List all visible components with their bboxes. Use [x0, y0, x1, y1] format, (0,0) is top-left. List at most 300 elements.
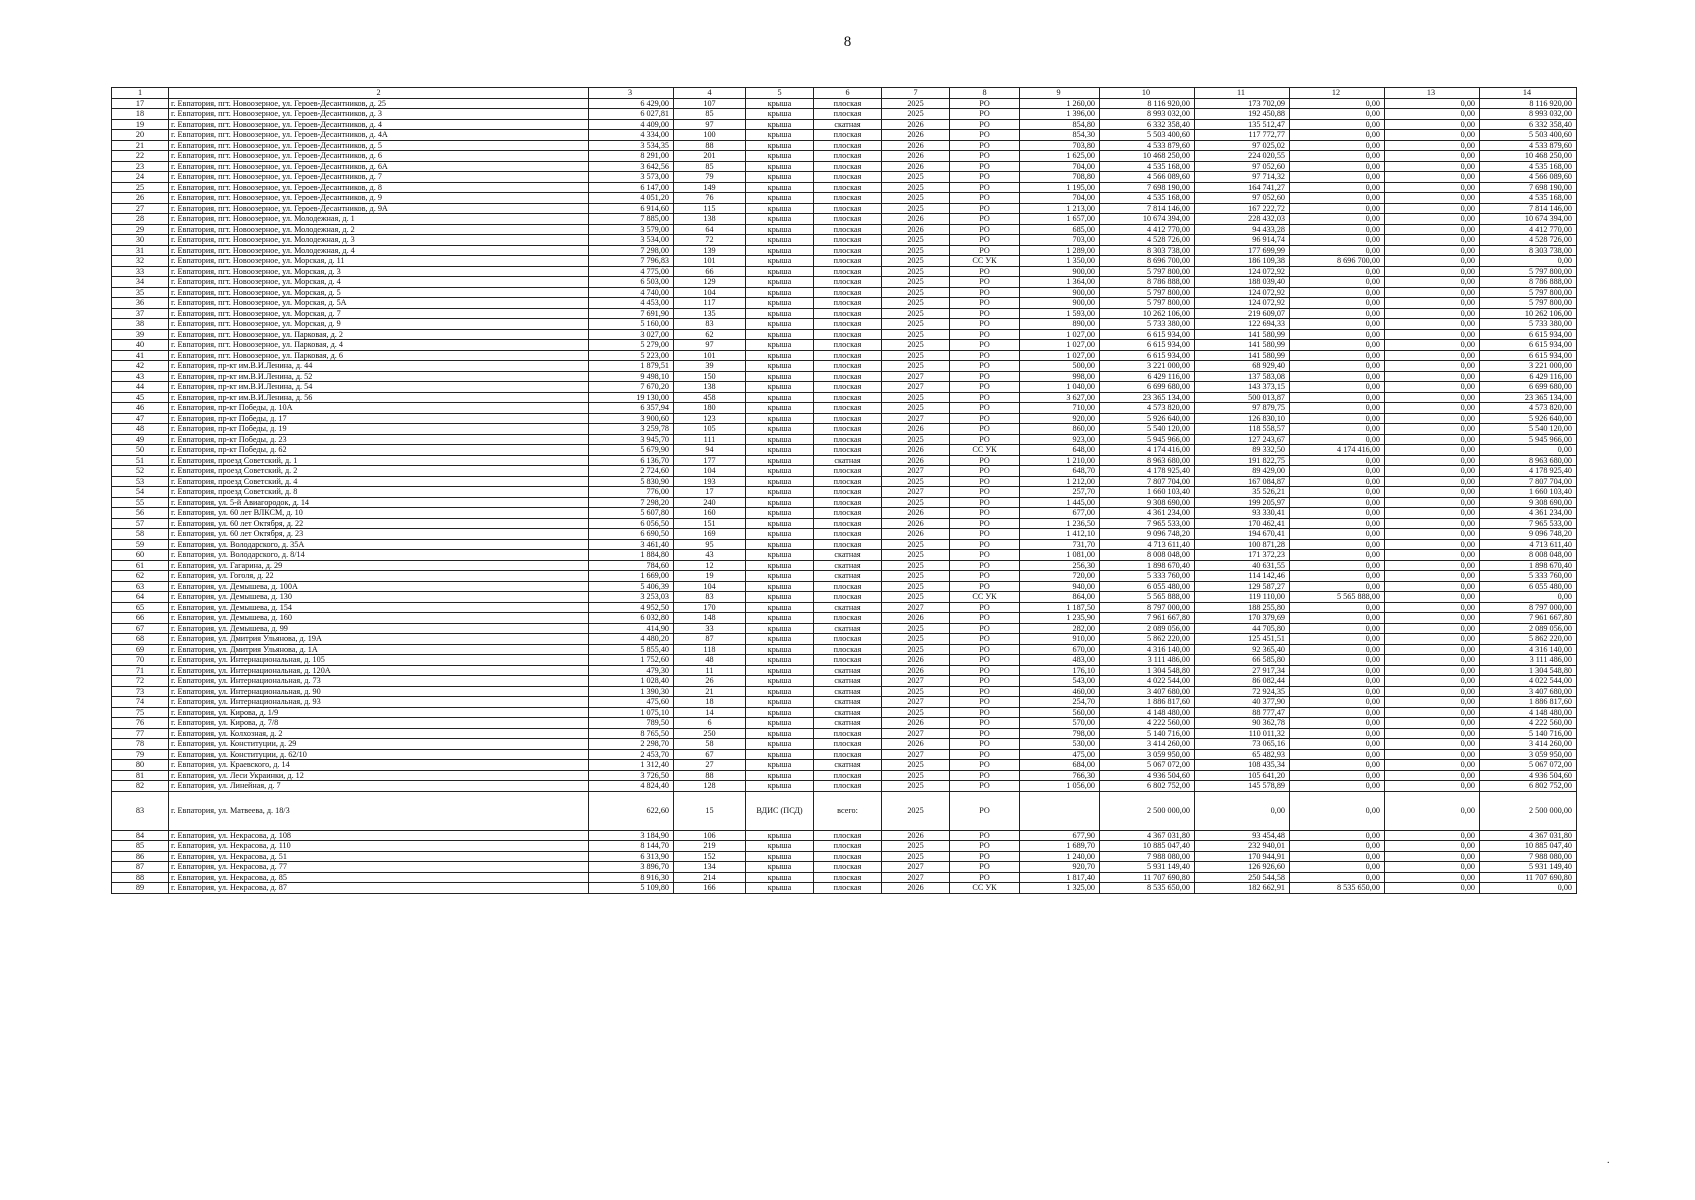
table-cell-col10: 5 067 072,00 [1100, 760, 1195, 771]
table-cell-col1: 75 [112, 707, 169, 718]
table-cell-col11: 124 072,92 [1195, 287, 1290, 298]
table-row [112, 109, 1577, 120]
table-cell-col4: 214 [674, 872, 746, 883]
table-cell-col6: плоская [814, 182, 882, 193]
table-cell-col5: крыша [746, 634, 814, 645]
table-cell-col13: 0,00 [1385, 214, 1480, 225]
table-cell-col5: крыша [746, 130, 814, 141]
table-cell-col13: 0,00 [1385, 581, 1480, 592]
table-cell-col7: 2026 [882, 518, 950, 529]
table-cell-col14: 8 116 920,00 [1480, 98, 1577, 109]
table-cell-col3: 6 056,50 [589, 518, 674, 529]
table-cell-col13: 0,00 [1385, 172, 1480, 183]
table-cell-col7: 2025 [882, 539, 950, 550]
table-cell-col11: 89 332,50 [1195, 445, 1290, 456]
table-cell-col1: 30 [112, 235, 169, 246]
table-cell-col8: РО [950, 119, 1020, 130]
table-cell-col13: 0,00 [1385, 350, 1480, 361]
table-cell-col11: 173 702,09 [1195, 98, 1290, 109]
table-cell-col3: 3 579,00 [589, 224, 674, 235]
table-cell-col4: 4 [674, 88, 746, 99]
table-cell-col6: скатная [814, 560, 882, 571]
table-cell-col5: крыша [746, 277, 814, 288]
table-cell-col3: 7 670,20 [589, 382, 674, 393]
table-cell-col2: г. Евпатория, ул. Линейная, д. 7 [169, 781, 589, 792]
table-cell-col3: 7 885,00 [589, 214, 674, 225]
table-cell-col10: 10 468 250,00 [1100, 151, 1195, 162]
table-cell-col6: плоская [814, 350, 882, 361]
table-cell-col14: 4 178 925,40 [1480, 466, 1577, 477]
table-cell-col12: 8 535 650,00 [1290, 883, 1385, 894]
table-row [112, 862, 1577, 873]
table-cell-col14: 6 615 934,00 [1480, 350, 1577, 361]
table-cell-col4: 166 [674, 883, 746, 894]
table-row [112, 329, 1577, 340]
table-cell-col7: 2027 [882, 749, 950, 760]
table-cell-col8: РО [950, 770, 1020, 781]
table-cell-col4: 19 [674, 571, 746, 582]
table-cell-col5: крыша [746, 392, 814, 403]
table-cell-col14: 11 707 690,80 [1480, 872, 1577, 883]
table-cell-col13: 0,00 [1385, 434, 1480, 445]
table-cell-col4: 18 [674, 697, 746, 708]
table-cell-col13: 0,00 [1385, 781, 1480, 792]
table-cell-col9: 685,00 [1020, 224, 1100, 235]
table-cell-col11: 171 372,23 [1195, 550, 1290, 561]
table-cell-col2: г. Евпатория, ул. 60 лет Октября, д. 22 [169, 518, 589, 529]
table-cell-col8: РО [950, 424, 1020, 435]
table-cell-col6: плоская [814, 613, 882, 624]
table-cell-col4: 105 [674, 424, 746, 435]
data-table-container [111, 87, 1577, 894]
table-cell-col1: 85 [112, 841, 169, 852]
table-cell-col12: 0,00 [1290, 841, 1385, 852]
table-cell-col1: 51 [112, 455, 169, 466]
table-cell-col10: 10 674 394,00 [1100, 214, 1195, 225]
table-cell-col6: плоская [814, 770, 882, 781]
table-cell-col8: РО [950, 392, 1020, 403]
table-cell-col8: РО [950, 728, 1020, 739]
table-cell-col12: 0,00 [1290, 539, 1385, 550]
table-cell-col3: 6 357,94 [589, 403, 674, 414]
table-cell-col6: скатная [814, 718, 882, 729]
table-cell-col6: плоская [814, 781, 882, 792]
table-cell-col12: 0,00 [1290, 707, 1385, 718]
table-cell-col11: 72 924,35 [1195, 686, 1290, 697]
table-cell-col13: 0,00 [1385, 508, 1480, 519]
table-cell-col9: 900,00 [1020, 287, 1100, 298]
table-cell-col2: г. Евпатория, пгт. Новоозерное, ул. Парковая, д. 6 [169, 350, 589, 361]
table-cell-col10: 1 886 817,60 [1100, 697, 1195, 708]
table-cell-col4: 97 [674, 119, 746, 130]
table-cell-col14: 6 055 480,00 [1480, 581, 1577, 592]
table-cell-col4: 67 [674, 749, 746, 760]
table-cell-col13: 0,00 [1385, 571, 1480, 582]
table-cell-col12: 0,00 [1290, 728, 1385, 739]
table-cell-col3: 4 740,00 [589, 287, 674, 298]
table-cell-col11: 27 917,34 [1195, 665, 1290, 676]
table-cell-col6: скатная [814, 571, 882, 582]
table-cell-col11: 188 039,40 [1195, 277, 1290, 288]
table-cell-col7: 2025 [882, 851, 950, 862]
table-cell-col14: 6 332 358,40 [1480, 119, 1577, 130]
table-row [112, 770, 1577, 781]
table-cell-col11: 191 822,75 [1195, 455, 1290, 466]
table-cell-col11: 66 585,80 [1195, 655, 1290, 666]
table-cell-col8: РО [950, 340, 1020, 351]
table-cell-col3: 6 429,00 [589, 98, 674, 109]
table-cell-col7: 2025 [882, 560, 950, 571]
table-cell-col8: РО [950, 707, 1020, 718]
table-row [112, 760, 1577, 771]
table-cell-col9: 864,00 [1020, 592, 1100, 603]
table-cell-col10: 4 528 726,00 [1100, 235, 1195, 246]
table-cell-col6: плоская [814, 340, 882, 351]
table-row [112, 403, 1577, 414]
table-cell-col13: 0,00 [1385, 266, 1480, 277]
table-cell-col5: крыша [746, 560, 814, 571]
table-cell-col12: 0,00 [1290, 571, 1385, 582]
table-cell-col11: 141 580,99 [1195, 340, 1290, 351]
table-cell-col1: 23 [112, 161, 169, 172]
table-cell-col7: 2025 [882, 329, 950, 340]
table-cell-col5: крыша [746, 718, 814, 729]
table-cell-col5: крыша [746, 424, 814, 435]
table-cell-col10: 6 332 358,40 [1100, 119, 1195, 130]
table-cell-col10: 8 696 700,00 [1100, 256, 1195, 267]
table-cell-col7: 2025 [882, 350, 950, 361]
table-cell-col5: крыша [746, 455, 814, 466]
table-cell-col5: крыша [746, 539, 814, 550]
table-cell-col7: 2025 [882, 623, 950, 634]
table-cell-col8: РО [950, 686, 1020, 697]
table-cell-col11: 177 699,99 [1195, 245, 1290, 256]
table-cell-col8: РО [950, 130, 1020, 141]
table-cell-col14: 0,00 [1480, 445, 1577, 456]
table-cell-col4: 104 [674, 466, 746, 477]
table-cell-col2: г. Евпатория, пгт. Новоозерное, ул. Героев-Десантников, д. 7 [169, 172, 589, 183]
table-cell-col2: г. Евпатория, ул. Гоголя, д. 22 [169, 571, 589, 582]
table-cell-col1: 25 [112, 182, 169, 193]
table-cell-col12: 0,00 [1290, 203, 1385, 214]
table-cell-col11: 0,00 [1195, 791, 1290, 830]
table-cell-col11: 129 587,27 [1195, 581, 1290, 592]
table-row [112, 560, 1577, 571]
table-cell-col14: 5 945 966,00 [1480, 434, 1577, 445]
table-cell-col8: РО [950, 539, 1020, 550]
table-cell-col1: 44 [112, 382, 169, 393]
table-cell-col8: РО [950, 791, 1020, 830]
table-cell-col7: 2027 [882, 862, 950, 873]
table-cell-col8: РО [950, 518, 1020, 529]
table-cell-col2: г. Евпатория, пгт. Новоозерное, ул. Героев-Десантников, д. 4 [169, 119, 589, 130]
table-row [112, 707, 1577, 718]
table-cell-col13: 0,00 [1385, 841, 1480, 852]
table-cell-col7: 2026 [882, 119, 950, 130]
table-cell-col12: 0,00 [1290, 214, 1385, 225]
table-cell-col4: 201 [674, 151, 746, 162]
table-cell-col2: г. Евпатория, ул. Демышева, д. 100А [169, 581, 589, 592]
table-cell-col3: 3 900,60 [589, 413, 674, 424]
table-cell-col6: плоская [814, 98, 882, 109]
table-cell-col9: 708,80 [1020, 172, 1100, 183]
table-cell-col2: г. Евпатория, ул. 60 лет Октября, д. 23 [169, 529, 589, 540]
table-cell-col8: СС УК [950, 445, 1020, 456]
table-cell-col5: крыша [746, 623, 814, 634]
table-cell-col4: 170 [674, 602, 746, 613]
table-cell-col9: 176,10 [1020, 665, 1100, 676]
table-cell-col1: 45 [112, 392, 169, 403]
table-row [112, 466, 1577, 477]
table-cell-col9: 920,00 [1020, 413, 1100, 424]
table-cell-col4: 17 [674, 487, 746, 498]
table-cell-col12: 0,00 [1290, 382, 1385, 393]
table-cell-col7: 2025 [882, 770, 950, 781]
table-cell-col7: 2026 [882, 455, 950, 466]
table-row [112, 130, 1577, 141]
table-cell-col9: 670,00 [1020, 644, 1100, 655]
table-cell-col6: всего: [814, 791, 882, 830]
table-cell-col6: скатная [814, 686, 882, 697]
table-cell-col10: 10 262 106,00 [1100, 308, 1195, 319]
table-cell-col6: плоская [814, 245, 882, 256]
table-cell-col6: плоская [814, 214, 882, 225]
table-cell-col12: 0,00 [1290, 602, 1385, 613]
table-cell-col8: РО [950, 841, 1020, 852]
table-cell-col10: 4 174 416,00 [1100, 445, 1195, 456]
table-cell-col14: 8 993 032,00 [1480, 109, 1577, 120]
table-cell-col5: крыша [746, 214, 814, 225]
table-cell-col4: 149 [674, 182, 746, 193]
table-cell-col9: 1 187,50 [1020, 602, 1100, 613]
table-cell-col1: 56 [112, 508, 169, 519]
table-cell-col2: г. Евпатория, пгт. Новоозерное, ул. Морская, д. 11 [169, 256, 589, 267]
table-cell-col11: 94 433,28 [1195, 224, 1290, 235]
table-cell-col4: 123 [674, 413, 746, 424]
table-cell-col11: 110 011,32 [1195, 728, 1290, 739]
table-cell-col5: крыша [746, 140, 814, 151]
table-cell-col12: 0,00 [1290, 686, 1385, 697]
table-cell-col2: г. Евпатория, ул. Некрасова, д. 51 [169, 851, 589, 862]
table-cell-col10: 1 898 670,40 [1100, 560, 1195, 571]
table-cell-col11: 118 558,57 [1195, 424, 1290, 435]
table-cell-col12: 0,00 [1290, 760, 1385, 771]
table-cell-col8: РО [950, 235, 1020, 246]
table-cell-col14: 23 365 134,00 [1480, 392, 1577, 403]
table-cell-col14: 4 566 089,60 [1480, 172, 1577, 183]
table-cell-col7: 2025 [882, 109, 950, 120]
table-body [112, 88, 1577, 894]
table-cell-col2: г. Евпатория, ул. Интернациональная, д. 93 [169, 697, 589, 708]
table-cell-col14: 3 111 486,00 [1480, 655, 1577, 666]
table-cell-col1: 34 [112, 277, 169, 288]
table-row [112, 224, 1577, 235]
table-cell-col3: 3 259,78 [589, 424, 674, 435]
table-cell-col4: 72 [674, 235, 746, 246]
table-cell-col7: 2025 [882, 634, 950, 645]
table-cell-col2: г. Евпатория, ул. Кирова, д. 7/8 [169, 718, 589, 729]
table-cell-col3: 3 534,35 [589, 140, 674, 151]
table-cell-col11: 164 741,27 [1195, 182, 1290, 193]
table-cell-col1: 60 [112, 550, 169, 561]
table-cell-col8: РО [950, 550, 1020, 561]
table-cell-col9: 731,70 [1020, 539, 1100, 550]
table-cell-col7: 2025 [882, 791, 950, 830]
table-cell-col2: г. Евпатория, пгт. Новоозерное, ул. Морская, д. 3 [169, 266, 589, 277]
table-cell-col1: 69 [112, 644, 169, 655]
table-cell-col13: 0,00 [1385, 224, 1480, 235]
table-cell-col13: 0,00 [1385, 371, 1480, 382]
table-cell-col3: 784,60 [589, 560, 674, 571]
table-cell-col8: РО [950, 634, 1020, 645]
table-cell-col4: 160 [674, 508, 746, 519]
table-cell-col3: 4 409,00 [589, 119, 674, 130]
table-cell-col3: 4 775,00 [589, 266, 674, 277]
table-cell-col3: 1 752,60 [589, 655, 674, 666]
table-cell-col8: РО [950, 203, 1020, 214]
table-cell-col11: 137 583,08 [1195, 371, 1290, 382]
table-cell-col12: 0,00 [1290, 518, 1385, 529]
table-cell-col3: 1 028,40 [589, 676, 674, 687]
table-cell-col11: 65 482,93 [1195, 749, 1290, 760]
table-cell-col3: 7 298,00 [589, 245, 674, 256]
table-cell-col9: 900,00 [1020, 266, 1100, 277]
table-cell-col8: РО [950, 466, 1020, 477]
table-row [112, 277, 1577, 288]
table-cell-col1: 37 [112, 308, 169, 319]
table-cell-col6: плоская [814, 382, 882, 393]
table-cell-col11: 90 362,78 [1195, 718, 1290, 729]
table-cell-col1: 35 [112, 287, 169, 298]
table-cell-col13: 0,00 [1385, 109, 1480, 120]
table-cell-col13: 0,00 [1385, 340, 1480, 351]
table-cell-col6: 6 [814, 88, 882, 99]
table-row [112, 182, 1577, 193]
table-cell-col14: 1 304 548,80 [1480, 665, 1577, 676]
table-cell-col12: 0,00 [1290, 851, 1385, 862]
table-cell-col9: 1 625,00 [1020, 151, 1100, 162]
table-cell-col12: 0,00 [1290, 655, 1385, 666]
table-row [112, 382, 1577, 393]
table-cell-col4: 85 [674, 109, 746, 120]
table-cell-col11: 108 435,34 [1195, 760, 1290, 771]
table-cell-col5: крыша [746, 193, 814, 204]
table-cell-col9: 1 056,00 [1020, 781, 1100, 792]
table-cell-col6: плоская [814, 655, 882, 666]
table-cell-col4: 134 [674, 862, 746, 873]
table-cell-col7: 2027 [882, 872, 950, 883]
table-cell-col9: 1 240,00 [1020, 851, 1100, 862]
table-cell-col12: 0,00 [1290, 497, 1385, 508]
table-cell-col11: 73 065,16 [1195, 739, 1290, 750]
table-cell-col1: 55 [112, 497, 169, 508]
table-cell-col7: 2026 [882, 140, 950, 151]
table-cell-col2: г. Евпатория, пгт. Новоозерное, ул. Парковая, д. 4 [169, 340, 589, 351]
table-cell-col12: 0,00 [1290, 140, 1385, 151]
table-cell-col13: 0,00 [1385, 862, 1480, 873]
table-cell-col12: 0,00 [1290, 130, 1385, 141]
table-row [112, 235, 1577, 246]
table-cell-col11: 105 641,20 [1195, 770, 1290, 781]
table-cell-col14: 5 067 072,00 [1480, 760, 1577, 771]
table-cell-col11: 135 512,47 [1195, 119, 1290, 130]
table-cell-col3: 5 855,40 [589, 644, 674, 655]
table-cell-col1: 61 [112, 560, 169, 571]
table-cell-col3: 3 461,40 [589, 539, 674, 550]
table-cell-col3: 6 136,70 [589, 455, 674, 466]
table-cell-col4: 83 [674, 592, 746, 603]
table-cell-col9: 530,00 [1020, 739, 1100, 750]
table-cell-col9: 460,00 [1020, 686, 1100, 697]
table-cell-col5: крыша [746, 476, 814, 487]
table-cell-col10: 6 615 934,00 [1100, 340, 1195, 351]
table-row [112, 749, 1577, 760]
table-cell-col3: 5 109,80 [589, 883, 674, 894]
table-cell-col5: крыша [746, 172, 814, 183]
table-cell-col2: г. Евпатория, ул. Демышева, д. 130 [169, 592, 589, 603]
table-cell-col1: 53 [112, 476, 169, 487]
table-cell-col2: г. Евпатория, пгт. Новоозерное, ул. Героев-Десантников, д. 4А [169, 130, 589, 141]
table-cell-col3: 6 032,80 [589, 613, 674, 624]
table-cell-col7: 2027 [882, 413, 950, 424]
table-cell-col10: 4 178 925,40 [1100, 466, 1195, 477]
table-cell-col14: 8 303 738,00 [1480, 245, 1577, 256]
table-cell-col13: 0,00 [1385, 235, 1480, 246]
table-cell-col5: крыша [746, 308, 814, 319]
table-cell-col10: 8 535 650,00 [1100, 883, 1195, 894]
table-cell-col7: 2027 [882, 697, 950, 708]
table-row [112, 686, 1577, 697]
table-cell-col2: г. Евпатория, пгт. Новоозерное, ул. Парковая, д. 2 [169, 329, 589, 340]
table-cell-col7: 2025 [882, 841, 950, 852]
table-cell-col6: плоская [814, 392, 882, 403]
table-cell-col13: 0,00 [1385, 203, 1480, 214]
table-cell-col10: 3 221 000,00 [1100, 361, 1195, 372]
table-cell-col14: 4 535 168,00 [1480, 193, 1577, 204]
table-cell-col13: 0,00 [1385, 445, 1480, 456]
table-cell-col6: плоская [814, 487, 882, 498]
table-cell-col14: 8 963 680,00 [1480, 455, 1577, 466]
table-cell-col6: скатная [814, 550, 882, 561]
table-cell-col11: 194 670,41 [1195, 529, 1290, 540]
table-cell-col14: 1 886 817,60 [1480, 697, 1577, 708]
table-cell-col2: г. Евпатория, ул. Краевского, д. 14 [169, 760, 589, 771]
table-cell-col10: 5 140 716,00 [1100, 728, 1195, 739]
table-cell-col9: 1 593,00 [1020, 308, 1100, 319]
table-cell-col1: 86 [112, 851, 169, 862]
table-cell-col9: 798,00 [1020, 728, 1100, 739]
table-cell-col9: 475,00 [1020, 749, 1100, 760]
table-row [112, 424, 1577, 435]
table-cell-col2: г. Евпатория, ул. Конституции, д. 29 [169, 739, 589, 750]
table-cell-col3: 3 573,00 [589, 172, 674, 183]
table-row [112, 193, 1577, 204]
table-cell-col6: плоская [814, 277, 882, 288]
table-row [112, 571, 1577, 582]
table-row [112, 623, 1577, 634]
table-cell-col5: крыша [746, 119, 814, 130]
table-cell-col11: 44 705,80 [1195, 623, 1290, 634]
table-cell-col8: РО [950, 676, 1020, 687]
table-cell-col13: 0,00 [1385, 277, 1480, 288]
table-cell-col12: 0,00 [1290, 508, 1385, 519]
table-cell-col10: 7 698 190,00 [1100, 182, 1195, 193]
table-cell-col3: 622,60 [589, 791, 674, 830]
table-cell-col12: 8 696 700,00 [1290, 256, 1385, 267]
table-cell-col13: 0,00 [1385, 98, 1480, 109]
table-cell-col8: РО [950, 739, 1020, 750]
table-cell-col7: 2027 [882, 487, 950, 498]
